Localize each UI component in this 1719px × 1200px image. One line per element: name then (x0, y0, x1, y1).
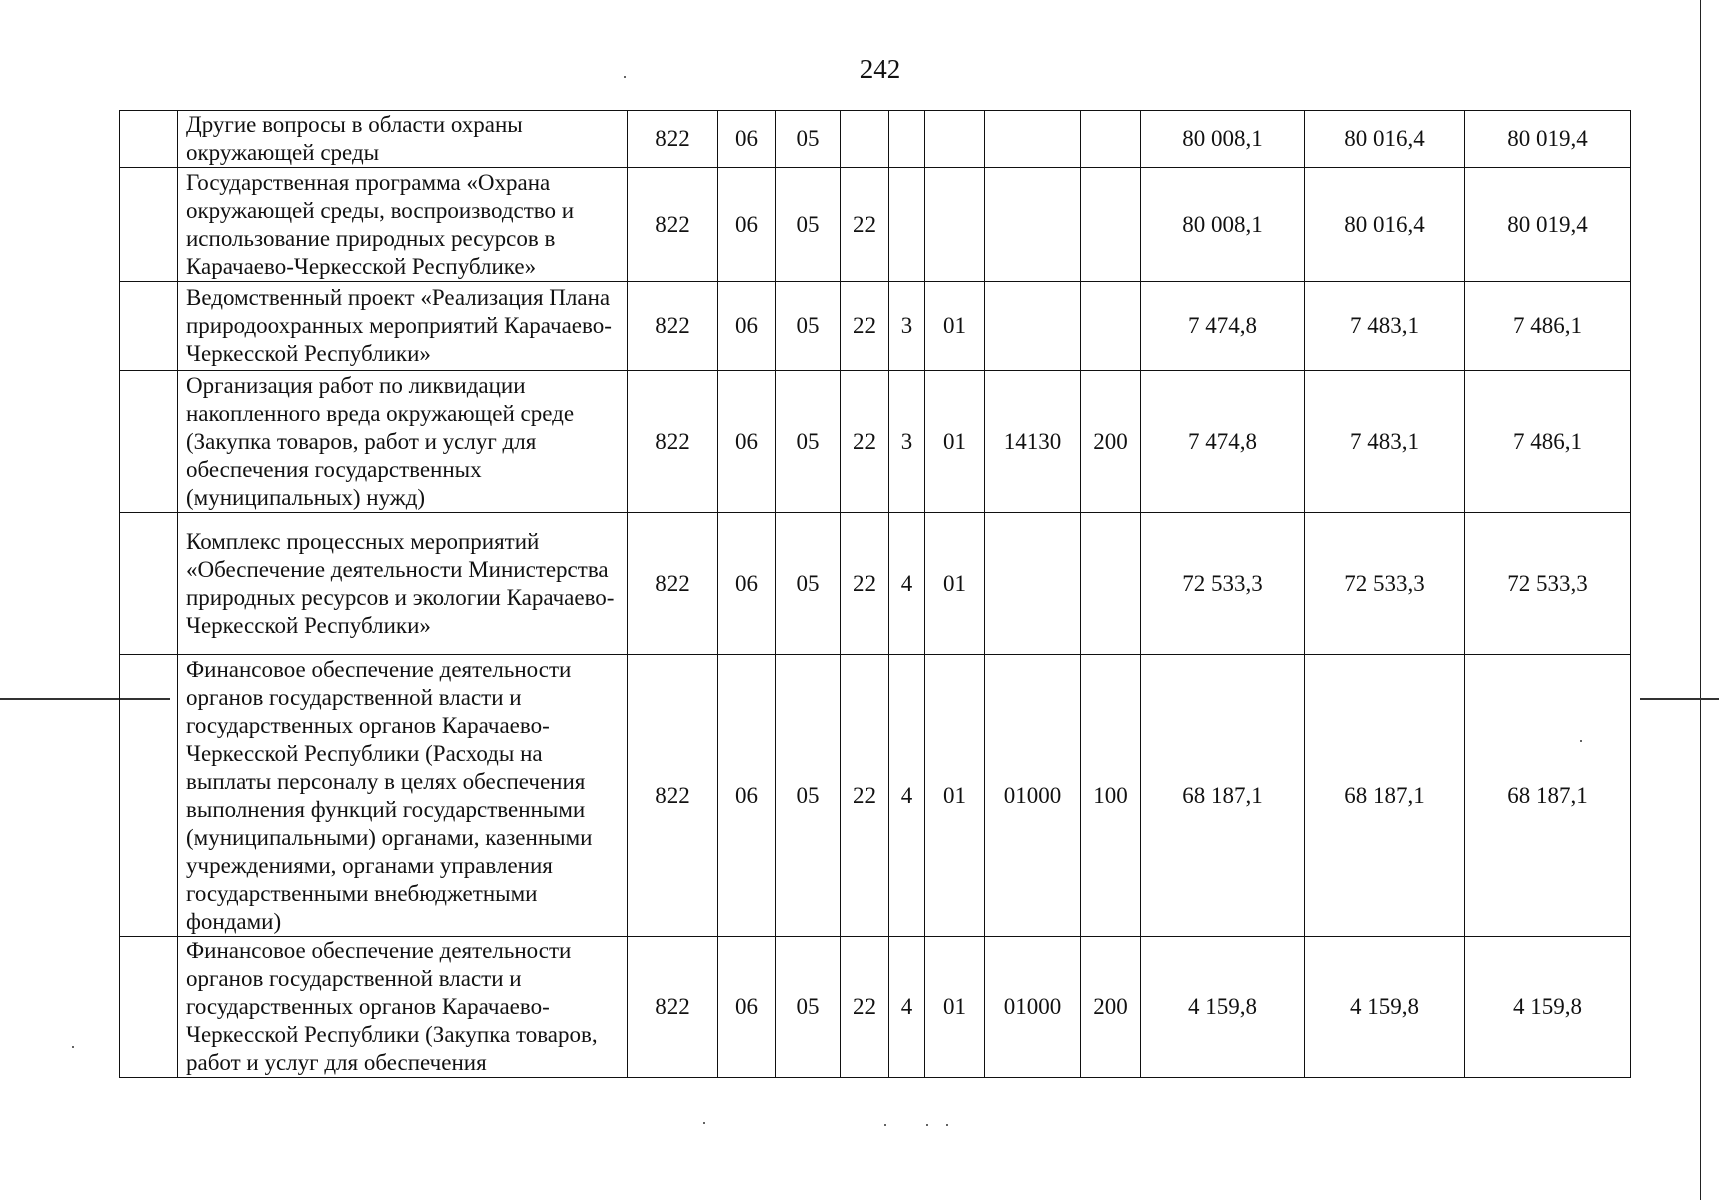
amount-year-2: 4 159,8 (1305, 937, 1465, 1078)
program-code: 22 (841, 513, 889, 655)
row-number-cell (120, 282, 178, 371)
subsection-code: 05 (776, 168, 841, 282)
type-code: 4 (889, 937, 925, 1078)
amount-year-1: 80 008,1 (1141, 168, 1305, 282)
type-code: 4 (889, 513, 925, 655)
scan-speck (624, 76, 626, 78)
scan-artifact-line (1640, 698, 1719, 700)
section-code: 06 (718, 655, 776, 937)
ministry-code: 822 (628, 655, 718, 937)
page-number: 242 (859, 54, 901, 84)
amount-year-1: 72 533,3 (1141, 513, 1305, 655)
program-code: 22 (841, 371, 889, 513)
amount-year-1: 68 187,1 (1141, 655, 1305, 937)
type-code: 3 (889, 371, 925, 513)
row-number-cell (120, 168, 178, 282)
section-code: 06 (718, 282, 776, 371)
section-code: 06 (718, 111, 776, 168)
amount-year-3: 7 486,1 (1465, 371, 1631, 513)
type-code: 3 (889, 282, 925, 371)
ministry-code: 822 (628, 371, 718, 513)
program-code (841, 111, 889, 168)
direction-code (985, 111, 1081, 168)
amount-year-3: 4 159,8 (1465, 937, 1631, 1078)
type-code: 4 (889, 655, 925, 937)
amount-year-1: 80 008,1 (1141, 111, 1305, 168)
amount-year-3: 68 187,1 (1465, 655, 1631, 937)
scan-speck (884, 1124, 886, 1126)
section-code: 06 (718, 937, 776, 1078)
table-row (120, 655, 1631, 937)
scan-speck (72, 1046, 74, 1048)
direction-code (985, 168, 1081, 282)
direction-code (985, 513, 1081, 655)
amount-year-2: 80 016,4 (1305, 111, 1465, 168)
subsection-code: 05 (776, 937, 841, 1078)
amount-year-2: 7 483,1 (1305, 282, 1465, 371)
table-row (120, 937, 1631, 1078)
element-code (925, 168, 985, 282)
row-number-cell (120, 513, 178, 655)
expense-type-code (1081, 168, 1141, 282)
row-number-cell (120, 371, 178, 513)
ministry-code: 822 (628, 937, 718, 1078)
table-row (120, 282, 1631, 371)
amount-year-2: 80 016,4 (1305, 168, 1465, 282)
type-code (889, 111, 925, 168)
element-code: 01 (925, 282, 985, 371)
page-edge-line (1700, 0, 1701, 1200)
ministry-code: 822 (628, 513, 718, 655)
direction-code: 01000 (985, 937, 1081, 1078)
section-code: 06 (718, 513, 776, 655)
row-name: Финансовое обеспечение деятельности органов государственной власти и государственных органов Карачаево-Черкесской Республики (Закупка товаров, работ и услуг для обеспечения (178, 937, 628, 1078)
row-name: Другие вопросы в области охраны окружающей среды (178, 111, 628, 168)
row-number-cell (120, 111, 178, 168)
element-code: 01 (925, 655, 985, 937)
program-code: 22 (841, 282, 889, 371)
section-code: 06 (718, 371, 776, 513)
ministry-code: 822 (628, 168, 718, 282)
amount-year-3: 72 533,3 (1465, 513, 1631, 655)
amount-year-2: 7 483,1 (1305, 371, 1465, 513)
subsection-code: 05 (776, 111, 841, 168)
direction-code: 01000 (985, 655, 1081, 937)
amount-year-1: 7 474,8 (1141, 371, 1305, 513)
expense-type-code: 200 (1081, 937, 1141, 1078)
scan-speck (703, 1122, 705, 1124)
expense-type-code (1081, 513, 1141, 655)
table-row (120, 513, 1631, 655)
expense-type-code: 100 (1081, 655, 1141, 937)
expense-type-code: 200 (1081, 371, 1141, 513)
expense-type-code (1081, 111, 1141, 168)
direction-code: 14130 (985, 371, 1081, 513)
budget-table (119, 110, 1631, 1078)
row-name: Комплекс процессных мероприятий «Обеспечение деятельности Министерства природных ресурсов и экологии Карачаево-Черкесской Республики» (178, 513, 628, 655)
row-name: Государственная программа «Охрана окружающей среды, воспроизводство и использование природных ресурсов в Карачаево-Черкесской Республике» (178, 168, 628, 282)
row-number-cell (120, 655, 178, 937)
program-code: 22 (841, 168, 889, 282)
program-code: 22 (841, 937, 889, 1078)
table-row (120, 371, 1631, 513)
amount-year-3: 80 019,4 (1465, 111, 1631, 168)
amount-year-2: 68 187,1 (1305, 655, 1465, 937)
element-code: 01 (925, 371, 985, 513)
row-name: Финансовое обеспечение деятельности органов государственной власти и государственных органов Карачаево-Черкесской Республики (Расходы на выплаты персоналу в целях обеспечения выполнения функций государственными (муниципальными) органами, казенными учреждениями, органами управления государственными внебюджетными фондами) (178, 655, 628, 937)
subsection-code: 05 (776, 371, 841, 513)
ministry-code: 822 (628, 111, 718, 168)
amount-year-2: 72 533,3 (1305, 513, 1465, 655)
amount-year-3: 80 019,4 (1465, 168, 1631, 282)
row-name: Организация работ по ликвидации накопленного вреда окружающей среде (Закупка товаров, работ и услуг для обеспечения государственных (муниципальных) нужд) (178, 371, 628, 513)
scan-speck (926, 1124, 928, 1126)
amount-year-1: 7 474,8 (1141, 282, 1305, 371)
table-row (120, 168, 1631, 282)
element-code (925, 111, 985, 168)
table-row (120, 111, 1631, 168)
scan-speck (946, 1124, 948, 1126)
row-number-cell (120, 937, 178, 1078)
direction-code (985, 282, 1081, 371)
section-code: 06 (718, 168, 776, 282)
amount-year-3: 7 486,1 (1465, 282, 1631, 371)
program-code: 22 (841, 655, 889, 937)
subsection-code: 05 (776, 513, 841, 655)
row-name: Ведомственный проект «Реализация Плана природоохранных мероприятий Карачаево-Черкесской Республики» (178, 282, 628, 371)
element-code: 01 (925, 937, 985, 1078)
type-code (889, 168, 925, 282)
amount-year-1: 4 159,8 (1141, 937, 1305, 1078)
subsection-code: 05 (776, 655, 841, 937)
ministry-code: 822 (628, 282, 718, 371)
expense-type-code (1081, 282, 1141, 371)
element-code: 01 (925, 513, 985, 655)
subsection-code: 05 (776, 282, 841, 371)
